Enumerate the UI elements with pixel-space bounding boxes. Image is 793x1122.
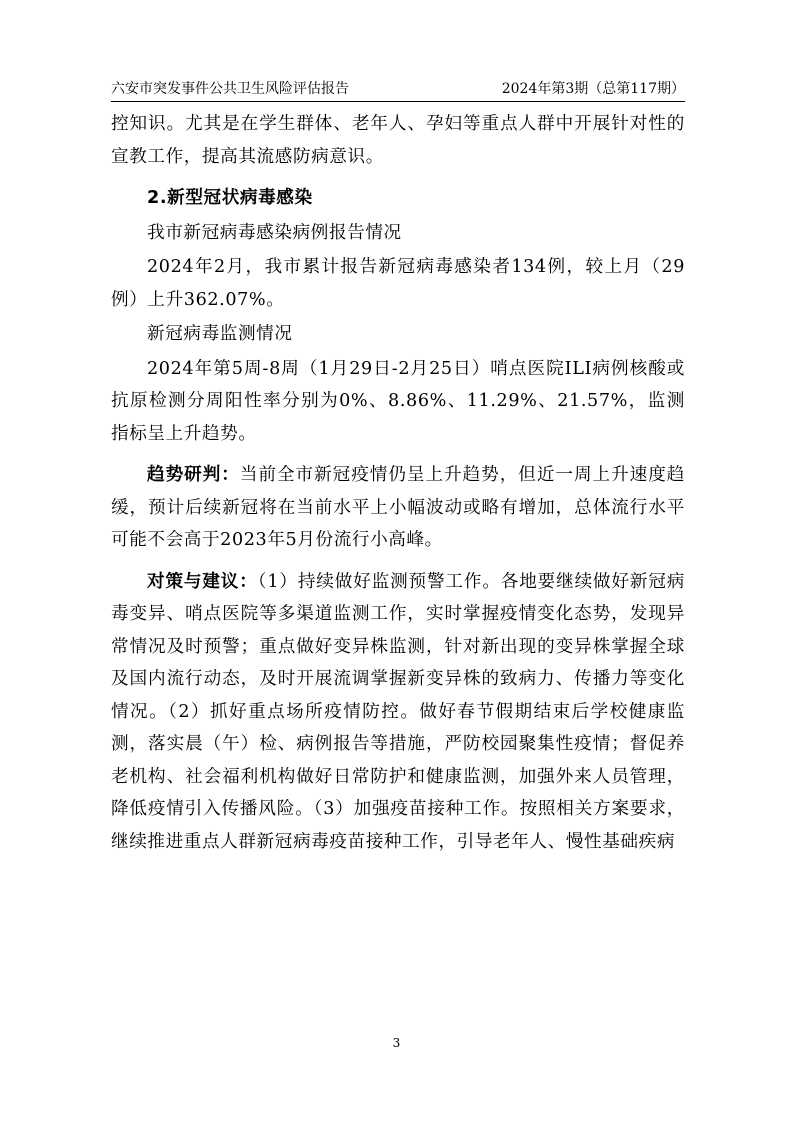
document-body: [111, 108, 685, 858]
subheading-monitoring: 新冠病毒监测情况: [147, 324, 293, 344]
paragraph-continued: 控知识。尤其是在学生群体、老年人、孕妇等重点人群中开展针对性的宣教工作，提高其流感防病意识。: [111, 114, 685, 167]
paragraph-trend: [111, 459, 685, 557]
section-heading: 2.新型冠状病毒感染: [147, 188, 313, 208]
trend-label: 趋势研判：: [147, 465, 240, 485]
header-issue-number: 2024年第3期（总第117期）: [501, 81, 685, 97]
paragraph-measures: [111, 566, 685, 859]
paragraph-case-report: 2024年2月，我市累计报告新冠病毒感染者134例，较上月（29例）上升362.07%。: [111, 257, 685, 310]
page-number: 3: [392, 1036, 401, 1050]
header-report-title: 六安市突发事件公共卫生风险评估报告: [111, 81, 349, 97]
measures-label: 对策与建议：: [147, 571, 258, 592]
subheading-case-report: 我市新冠病毒感染病例报告情况: [147, 222, 402, 243]
paragraph-monitoring: 2024年第5周-8周（1月29日-2月25日）哨点医院ILI病例核酸或抗原检测分周阳性率分别为0%、8.86%、11.29%、21.57%，监测指标呈上升趋势。: [111, 358, 685, 444]
measures-text: （1）持续做好监测预警工作。各地要继续做好新冠病毒变异、哨点医院等多渠道监测工作，实时掌握疫情变化态势，发现异常情况及时预警；重点做好变异株监测，针对新出现的变异株掌握全球及国内流行动态，及时开展流调掌握新变异株的致病力、传播力等变化情况。（2）抓好重点场所疫情防控。做好春节假期结束后学校健康监测，落实晨（午）检、病例报告等措施，严防校园聚集性疫情；督促养老机构、社会福利机构做好日常防护和健康监测，加强外来人员管理，降低疫情引入传播风险。（3）加强疫苗接种工作。按照相关方案要求，继续推进重点人群新冠病毒疫苗接种工作，引导老年人、慢性基础疾病: [111, 571, 686, 852]
trend-text: 当前全市新冠疫情仍呈上升趋势，但近一周上升速度趋缓，预计后续新冠将在当前水平上小幅波动或略有增加，总体流行水平可能不会高于2023年5月份流行小高峰。: [111, 465, 685, 550]
page-header: [111, 72, 685, 102]
